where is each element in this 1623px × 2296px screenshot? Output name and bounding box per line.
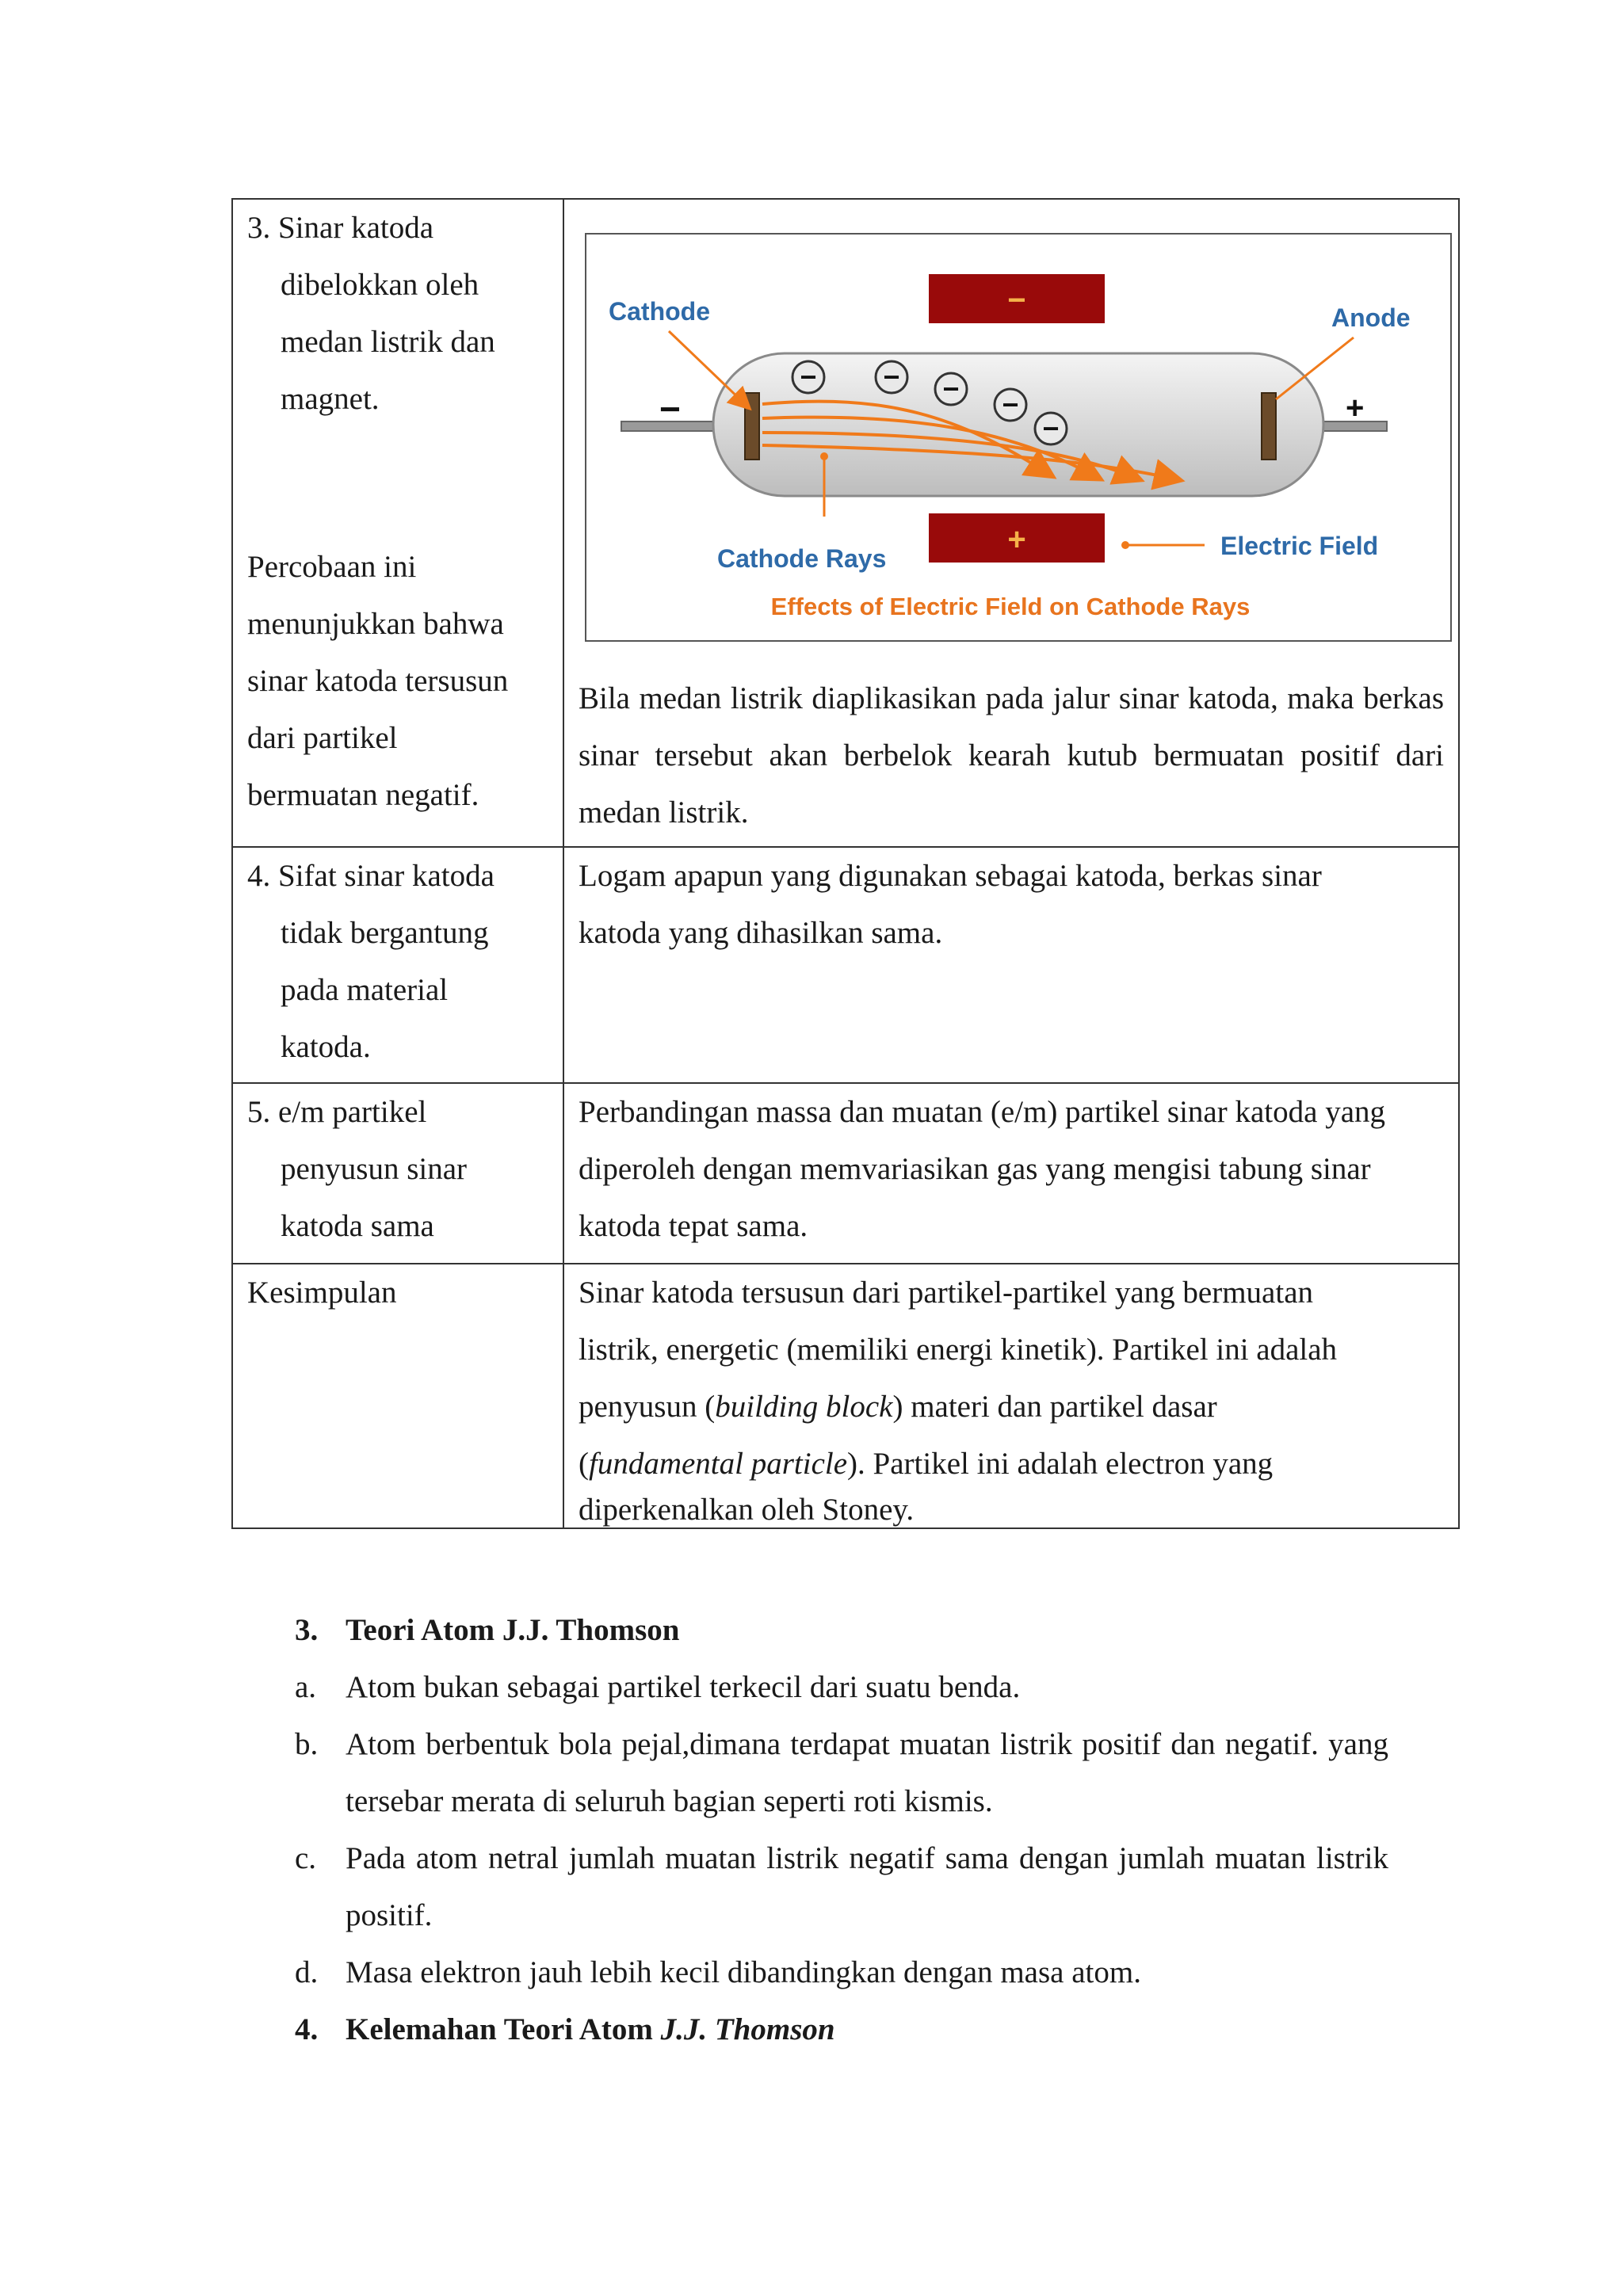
section-4-number: 4. bbox=[295, 2012, 319, 2046]
row5-left-line: katoda sama bbox=[281, 1209, 434, 1243]
list-text: Pada atom netral jumlah muatan listrik negatif sama dengan jumlah muatan listrik positif. bbox=[346, 1841, 1388, 1932]
anode-sign: + bbox=[1346, 391, 1365, 425]
row4-left-title: 4. Sifat sinar katoda bbox=[247, 859, 495, 893]
electron-1 bbox=[792, 360, 824, 393]
conclusion-line: (fundamental particle). Partikel ini adalah electron yang bbox=[579, 1447, 1274, 1481]
conclusion-line: penyusun (building block) materi dan partikel dasar bbox=[579, 1390, 1217, 1424]
row5-left-line: penyusun sinar bbox=[281, 1152, 468, 1186]
table-row bbox=[232, 1083, 1459, 1264]
section-4-title-italic: J.J. Thomson bbox=[660, 2012, 835, 2046]
italic-term: fundamental particle bbox=[589, 1447, 848, 1481]
section-3-heading bbox=[295, 1602, 1388, 1659]
svg-text:−: − bbox=[1042, 412, 1060, 444]
row4-left-line: pada material bbox=[281, 973, 449, 1007]
cathode-rays-label: Cathode Rays bbox=[717, 544, 887, 573]
electron-5 bbox=[1035, 412, 1067, 444]
row3-left-cell bbox=[232, 199, 563, 847]
list-marker: a. bbox=[295, 1670, 317, 1704]
electron-4 bbox=[995, 388, 1026, 421]
section-3-number: 3. bbox=[295, 1613, 319, 1647]
row4-left-line: tidak bergantung bbox=[281, 916, 489, 950]
row3-left-para-line: Percobaan ini bbox=[247, 550, 417, 584]
negative-plate-sign: − bbox=[1007, 283, 1026, 318]
cathode-label: Cathode bbox=[609, 297, 710, 326]
electric-field-label: Electric Field bbox=[1220, 532, 1379, 560]
row3-left-title: 3. Sinar katoda bbox=[247, 211, 434, 245]
cathode-rays-dot bbox=[820, 452, 828, 460]
svg-text:−: − bbox=[942, 372, 960, 405]
list-text: Masa elektron jauh lebih kecil dibandingkan dengan masa atom. bbox=[346, 1955, 1141, 1989]
row5-right-cell bbox=[563, 1083, 1459, 1264]
conclusion-line: diperkenalkan oleh Stoney. bbox=[579, 1493, 915, 1527]
row3-left-line: dibelokkan oleh bbox=[281, 268, 479, 302]
list-marker: b. bbox=[295, 1727, 319, 1761]
positive-plate-sign: + bbox=[1007, 522, 1026, 557]
list-item bbox=[295, 1944, 1388, 2001]
table-row bbox=[232, 847, 1459, 1083]
properties-table bbox=[231, 198, 1460, 1529]
row4-right-line: Logam apapun yang digunakan sebagai katoda, berkas sinar bbox=[579, 859, 1322, 893]
row3-left-para-line: sinar katoda tersusun bbox=[247, 664, 509, 698]
list-marker: d. bbox=[295, 1955, 319, 1989]
section-4-title: Kelemahan Teori Atom bbox=[346, 2012, 661, 2046]
electron-2 bbox=[876, 360, 907, 393]
row5-right-line: Perbandingan massa dan muatan (e/m) partikel sinar katoda yang bbox=[579, 1095, 1385, 1129]
row5-right-line: katoda tepat sama. bbox=[579, 1209, 808, 1243]
row3-left-line: magnet. bbox=[281, 382, 380, 416]
table-row bbox=[232, 199, 1459, 847]
cathode-ray-figure bbox=[585, 233, 1452, 642]
conclusion-line: Sinar katoda tersusun dari partikel-partikel yang bermuatan bbox=[579, 1276, 1314, 1310]
row5-left-title: 5. e/m partikel bbox=[247, 1095, 427, 1129]
anode-electrode bbox=[1262, 393, 1276, 460]
cathode-electrode bbox=[745, 393, 759, 460]
anode-label: Anode bbox=[1331, 303, 1411, 332]
conclusion-right-cell bbox=[563, 1264, 1459, 1528]
conclusion-left-cell bbox=[232, 1264, 563, 1528]
conclusion-line: listrik, energetic (memiliki energi kinetik). Partikel ini adalah bbox=[579, 1333, 1338, 1367]
electron-3 bbox=[935, 372, 967, 405]
figure-caption: Effects of Electric Field on Cathode Rays bbox=[770, 593, 1251, 620]
list-text: Atom berbentuk bola pejal,dimana terdapat muatan listrik positif dan negatif. yang tersebar merata di seluruh bagian seperti roti kismis. bbox=[346, 1727, 1388, 1818]
row5-right-line: diperoleh dengan memvariasikan gas yang mengisi tabung sinar bbox=[579, 1152, 1371, 1186]
row4-right-line: katoda yang dihasilkan sama. bbox=[579, 916, 943, 950]
cathode-tube-diagram bbox=[586, 235, 1450, 640]
list-item bbox=[295, 1659, 1388, 1716]
row3-left-para-line: menunjukkan bahwa bbox=[247, 607, 504, 641]
list-marker: c. bbox=[295, 1841, 317, 1875]
row3-right-text: Bila medan listrik diaplikasikan pada jalur sinar katoda, maka berkas sinar tersebut akan berbelok kearah kutub bermuatan positif dari medan listrik. bbox=[579, 681, 1444, 830]
svg-text:−: − bbox=[800, 360, 817, 393]
italic-term: building block bbox=[715, 1390, 893, 1424]
list-item bbox=[295, 1830, 1388, 1944]
row5-left-cell bbox=[232, 1083, 563, 1264]
conclusion-title: Kesimpulan bbox=[247, 1276, 397, 1310]
svg-text:−: − bbox=[883, 360, 900, 393]
section-3 bbox=[295, 1602, 1388, 2058]
list-item bbox=[295, 1716, 1388, 1830]
row3-left-para-line: bermuatan negatif. bbox=[247, 778, 479, 812]
row3-left-para-line: dari partikel bbox=[247, 721, 398, 755]
row3-right-cell bbox=[563, 199, 1459, 847]
svg-text:−: − bbox=[1002, 388, 1019, 421]
cathode-sign: − bbox=[659, 388, 681, 429]
section-4-heading bbox=[295, 2001, 1388, 2058]
row4-right-cell bbox=[563, 847, 1459, 1083]
row4-left-cell bbox=[232, 847, 563, 1083]
list-text: Atom bukan sebagai partikel terkecil dari suatu benda. bbox=[346, 1670, 1021, 1704]
row3-left-line: medan listrik dan bbox=[281, 325, 495, 359]
table-row bbox=[232, 1264, 1459, 1528]
section-3-title: Teori Atom J.J. Thomson bbox=[346, 1613, 680, 1647]
row4-left-line: katoda. bbox=[281, 1030, 371, 1064]
